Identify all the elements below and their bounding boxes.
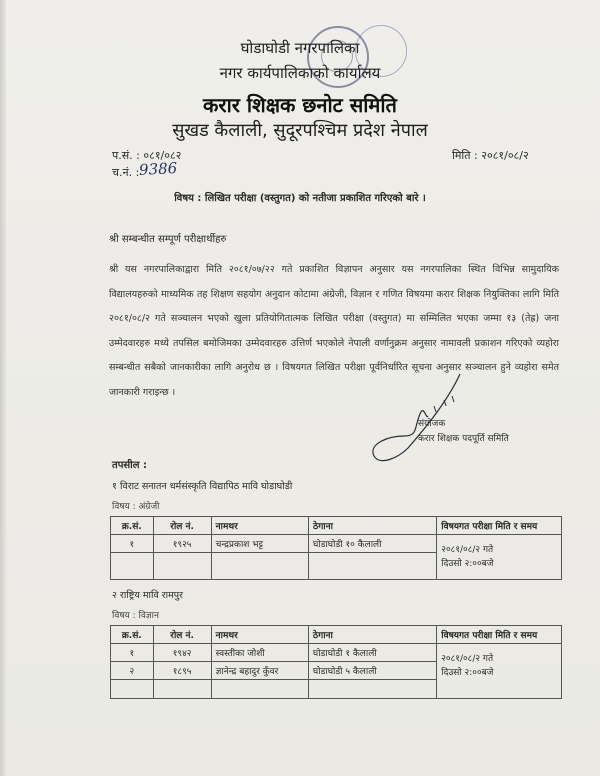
header-office: नगर कार्यपालिकाको कार्यालय xyxy=(219,64,381,82)
table-row xyxy=(111,535,562,553)
reference-ps: प.सं. : ०८१/०८२ xyxy=(112,149,182,162)
col-sn: क्र.सं. xyxy=(111,626,154,644)
cell-name: ज्ञानेन्द्र बहादुर कुँवर xyxy=(211,662,308,680)
exam-time: दिउसो २:००बजे xyxy=(441,668,494,678)
exam-time: दिउसो २:००बजे xyxy=(441,559,494,569)
header-municipality: घोडाघोडी नगरपालिका xyxy=(240,39,360,57)
cell-address: घोडाघोडी ५ कैलाली xyxy=(308,662,436,680)
results-table xyxy=(110,625,562,699)
header-committee: करार शिक्षक छनोट समिति xyxy=(203,93,397,117)
cell-roll: १९२५ xyxy=(153,535,211,553)
col-roll: रोल नं. xyxy=(153,626,211,644)
header-address: सुखड कैलाली, सुदूरपश्चिम प्रदेश नेपाल xyxy=(172,120,428,141)
document-date: मिति : २०८१/०८/२ xyxy=(452,149,529,162)
cell-empty xyxy=(153,680,211,699)
cell-empty xyxy=(309,553,437,580)
col-exam: विषयगत परीक्षा मिति र समय xyxy=(437,517,562,535)
reference-cn-handwritten: 9386 xyxy=(138,159,178,179)
col-sn: क्र.सं. xyxy=(111,517,154,535)
cell-sn: १ xyxy=(111,644,154,662)
cell-empty xyxy=(111,553,154,580)
cell-sn: २ xyxy=(111,662,154,680)
cell-exam xyxy=(437,644,562,699)
col-roll: रोल नं. xyxy=(153,517,211,535)
cell-name: चन्द्रप्रकाश भट्ट xyxy=(211,535,308,553)
exam-date: २०८१/०८/२ गते xyxy=(441,545,494,555)
addressee: श्री सम्बन्धीत सम्पूर्ण परीक्षार्थीहरु xyxy=(109,234,227,245)
school-name: २ राष्ट्रिय मावि रामपुर xyxy=(112,590,184,601)
cell-roll: १८९५ xyxy=(153,662,211,680)
cell-name: स्वस्तीका जोशी xyxy=(211,644,308,662)
section-subject: विषय : विज्ञान xyxy=(112,611,159,621)
school-name: १ विराट सनातन धर्मसंस्कृति विद्यापिठ मावि घोडाघोडी xyxy=(112,481,293,492)
col-address: ठेगाना xyxy=(308,626,436,644)
cell-empty xyxy=(211,680,308,699)
exam-date: २०८१/०८/२ गते xyxy=(441,654,494,664)
cell-empty xyxy=(211,553,308,580)
col-name: नामथर xyxy=(211,626,308,644)
signatory-block xyxy=(418,417,509,447)
signatory-role: संयोजक xyxy=(418,419,446,429)
table-header-row xyxy=(111,626,562,644)
table-header-row xyxy=(111,517,562,535)
table-row xyxy=(111,644,562,662)
cell-exam xyxy=(437,535,562,580)
subject-line: विषय : लिखित परीक्षा (वस्तुगत) को नतीजा प्रकाशित गरिएको बारे । xyxy=(174,193,426,204)
cell-roll: १९४२ xyxy=(153,644,211,662)
cell-empty xyxy=(308,680,436,699)
col-exam: विषयगत परीक्षा मिति र समय xyxy=(437,626,562,644)
annex-label: तपसील : xyxy=(112,460,147,471)
cell-empty xyxy=(153,553,211,580)
cell-empty xyxy=(111,680,154,699)
section-subject: विषय : अंग्रेजी xyxy=(112,502,160,512)
cell-address: घोडाघोडी १ कैलाली xyxy=(308,644,436,662)
signatory-committee: करार शिक्षक पदपूर्ति समिति xyxy=(418,434,509,444)
notice-body: श्री यस नगरपालिकाद्वारा मिति २०८१/०७/२२ गते प्रकाशित विज्ञापन अनुसार यस नगरपालिका स्थित विभिन्न सामुदायिक विद्यालयहरुको माध्यमिक तह शिक्षण सहयोग अनुदान कोटामा अंग्रेजी, विज्ञान र गणित विषयमा करार शिक्षक नियुक्तिका लागि मिति २०८१/०८/२ गते सञ्चालन भएको खुला प्रतियोगितात्मक लिखित परीक्षा (वस्तुगत) मा सम्मिलित भएका जम्मा १३ (तेह्र) जना उम्मेदवारहरु मध्ये तपसिल बमोजिमका उम्मेदवारहरु उत्तिर्ण भएकोले नेपाली वर्णानुक्रम अनुसार नामावली प्रकाशन गरिएको व्यहोरा सम्बन्धीत सबैको जानकारीका लागि अनुरोध छ । विषयगत लिखित परीक्षा पूर्वनिर्धारित सूचना अनुसार सञ्चालन हुने व्यहोरा समेत जानकारी गराइन्छ । xyxy=(109,264,559,398)
cell-address: घोडाघोडी १० कैलाली xyxy=(309,535,437,553)
cell-sn: १ xyxy=(111,535,154,553)
results-table xyxy=(110,516,562,580)
col-name: नामथर xyxy=(211,517,308,535)
col-address: ठेगाना xyxy=(309,517,437,535)
reference-cn-label: च.नं. : xyxy=(112,166,140,179)
